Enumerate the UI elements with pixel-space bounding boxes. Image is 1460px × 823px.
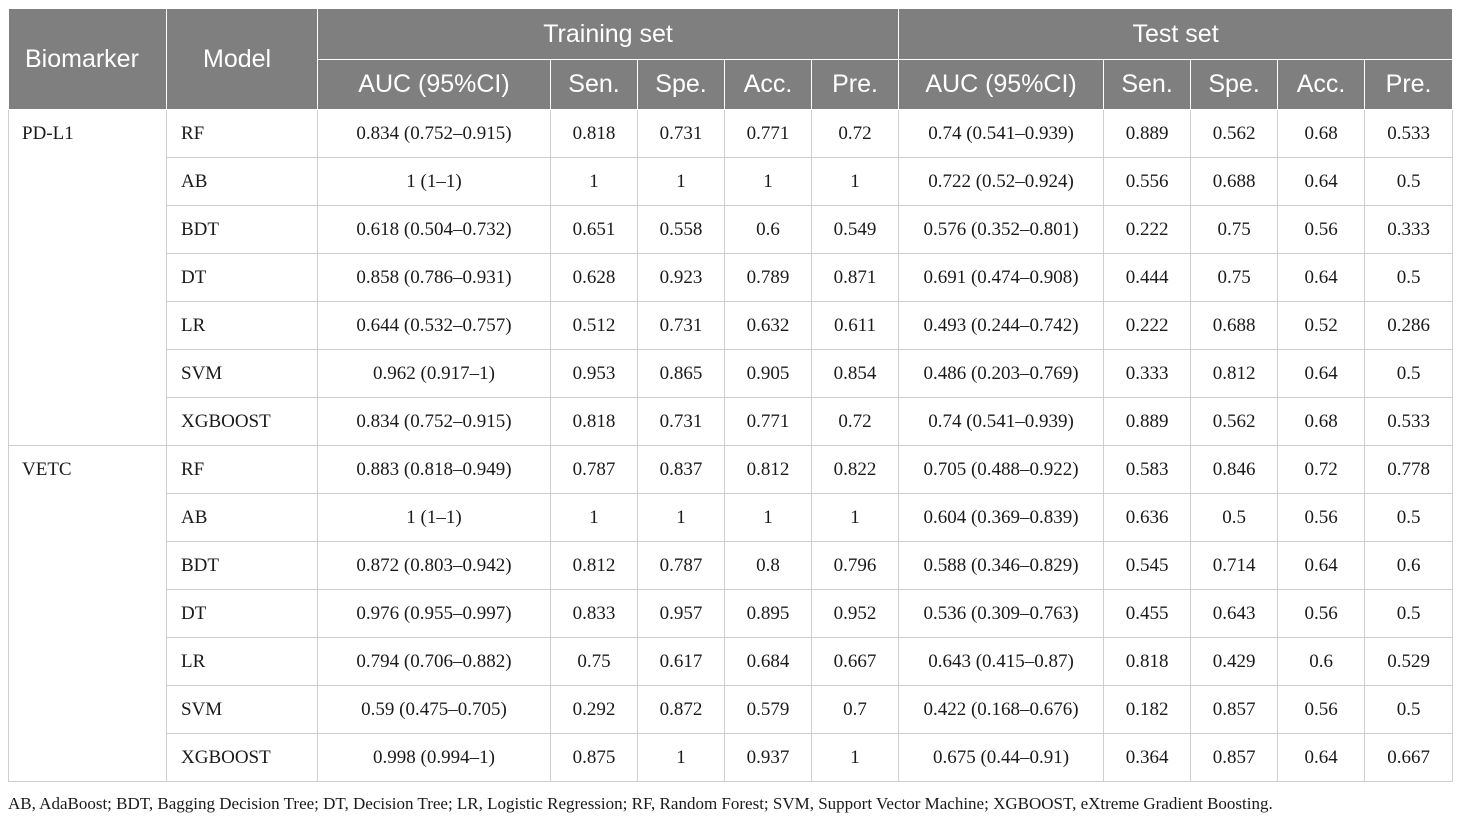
header-test-spe: Spe.: [1191, 60, 1278, 110]
header-train-pre: Pre.: [812, 60, 899, 110]
table-header: [9, 9, 1453, 110]
test-acc-cell: 0.68: [1278, 110, 1365, 158]
train-pre-cell: 0.72: [812, 398, 899, 446]
table-row: [9, 398, 1453, 446]
test-auc-cell: 0.536 (0.309–0.763): [899, 590, 1104, 638]
test-auc-cell: 0.74 (0.541–0.939): [899, 110, 1104, 158]
header-biomarker: Biomarker: [9, 9, 167, 110]
test-sen-cell: 0.444: [1104, 254, 1191, 302]
test-acc-cell: 0.6: [1278, 638, 1365, 686]
test-auc-cell: 0.74 (0.541–0.939): [899, 398, 1104, 446]
test-spe-cell: 0.688: [1191, 302, 1278, 350]
header-train-acc: Acc.: [725, 60, 812, 110]
train-spe-cell: 0.957: [638, 590, 725, 638]
train-pre-cell: 0.7: [812, 686, 899, 734]
test-auc-cell: 0.675 (0.44–0.91): [899, 734, 1104, 782]
train-sen-cell: 0.651: [551, 206, 638, 254]
header-test-sen: Sen.: [1104, 60, 1191, 110]
model-cell: BDT: [167, 542, 318, 590]
train-acc-cell: 0.789: [725, 254, 812, 302]
test-auc-cell: 0.604 (0.369–0.839): [899, 494, 1104, 542]
test-pre-cell: 0.5: [1365, 686, 1453, 734]
train-auc-cell: 0.644 (0.532–0.757): [318, 302, 551, 350]
train-pre-cell: 0.611: [812, 302, 899, 350]
test-spe-cell: 0.5: [1191, 494, 1278, 542]
train-sen-cell: 0.875: [551, 734, 638, 782]
train-acc-cell: 0.684: [725, 638, 812, 686]
train-sen-cell: 0.512: [551, 302, 638, 350]
test-spe-cell: 0.846: [1191, 446, 1278, 494]
train-auc-cell: 0.998 (0.994–1): [318, 734, 551, 782]
train-sen-cell: 0.628: [551, 254, 638, 302]
test-sen-cell: 0.556: [1104, 158, 1191, 206]
train-pre-cell: 0.952: [812, 590, 899, 638]
biomarker-cell: PD-L1: [9, 110, 167, 446]
train-auc-cell: 0.872 (0.803–0.942): [318, 542, 551, 590]
model-cell: AB: [167, 158, 318, 206]
train-pre-cell: 0.549: [812, 206, 899, 254]
test-sen-cell: 0.222: [1104, 206, 1191, 254]
test-auc-cell: 0.691 (0.474–0.908): [899, 254, 1104, 302]
test-spe-cell: 0.562: [1191, 110, 1278, 158]
test-pre-cell: 0.533: [1365, 110, 1453, 158]
test-auc-cell: 0.705 (0.488–0.922): [899, 446, 1104, 494]
train-sen-cell: 0.833: [551, 590, 638, 638]
test-pre-cell: 0.5: [1365, 350, 1453, 398]
train-spe-cell: 0.865: [638, 350, 725, 398]
test-sen-cell: 0.455: [1104, 590, 1191, 638]
test-sen-cell: 0.636: [1104, 494, 1191, 542]
test-sen-cell: 0.333: [1104, 350, 1191, 398]
train-acc-cell: 0.8: [725, 542, 812, 590]
table-footnote: AB, AdaBoost; BDT, Bagging Decision Tree; DT, Decision Tree; LR, Logistic Regression; RF, Random Forest; SVM, Support Vector Machine; XGBOOST, eXtreme Gradient Boosting.: [8, 794, 1273, 813]
test-pre-cell: 0.5: [1365, 494, 1453, 542]
header-test-set: Test set: [899, 9, 1453, 60]
train-auc-cell: 1 (1–1): [318, 494, 551, 542]
train-spe-cell: 0.617: [638, 638, 725, 686]
table-row: [9, 734, 1453, 782]
test-acc-cell: 0.56: [1278, 686, 1365, 734]
test-pre-cell: 0.333: [1365, 206, 1453, 254]
train-acc-cell: 0.579: [725, 686, 812, 734]
train-sen-cell: 0.953: [551, 350, 638, 398]
model-cell: RF: [167, 110, 318, 158]
train-pre-cell: 0.871: [812, 254, 899, 302]
test-sen-cell: 0.545: [1104, 542, 1191, 590]
table-row: [9, 542, 1453, 590]
model-cell: XGBOOST: [167, 734, 318, 782]
model-cell: XGBOOST: [167, 398, 318, 446]
test-auc-cell: 0.576 (0.352–0.801): [899, 206, 1104, 254]
biomarker-cell: VETC: [9, 446, 167, 782]
train-acc-cell: 0.905: [725, 350, 812, 398]
test-spe-cell: 0.643: [1191, 590, 1278, 638]
test-auc-cell: 0.493 (0.244–0.742): [899, 302, 1104, 350]
train-sen-cell: 0.292: [551, 686, 638, 734]
train-acc-cell: 0.771: [725, 398, 812, 446]
test-acc-cell: 0.72: [1278, 446, 1365, 494]
header-test-auc: AUC (95%CI): [899, 60, 1104, 110]
header-test-acc: Acc.: [1278, 60, 1365, 110]
test-sen-cell: 0.182: [1104, 686, 1191, 734]
model-cell: BDT: [167, 206, 318, 254]
header-training-set: Training set: [318, 9, 899, 60]
test-sen-cell: 0.889: [1104, 110, 1191, 158]
table-row: [9, 302, 1453, 350]
test-spe-cell: 0.429: [1191, 638, 1278, 686]
train-auc-cell: 0.976 (0.955–0.997): [318, 590, 551, 638]
test-sen-cell: 0.583: [1104, 446, 1191, 494]
train-sen-cell: 0.787: [551, 446, 638, 494]
table-row: [9, 446, 1453, 494]
test-acc-cell: 0.64: [1278, 542, 1365, 590]
train-sen-cell: 0.812: [551, 542, 638, 590]
table-row: [9, 254, 1453, 302]
model-cell: DT: [167, 254, 318, 302]
train-spe-cell: 1: [638, 734, 725, 782]
train-pre-cell: 1: [812, 734, 899, 782]
train-spe-cell: 0.787: [638, 542, 725, 590]
train-sen-cell: 0.818: [551, 398, 638, 446]
train-acc-cell: 0.895: [725, 590, 812, 638]
test-pre-cell: 0.5: [1365, 158, 1453, 206]
train-auc-cell: 0.834 (0.752–0.915): [318, 110, 551, 158]
train-auc-cell: 0.794 (0.706–0.882): [318, 638, 551, 686]
train-acc-cell: 0.632: [725, 302, 812, 350]
test-pre-cell: 0.533: [1365, 398, 1453, 446]
test-auc-cell: 0.643 (0.415–0.87): [899, 638, 1104, 686]
test-spe-cell: 0.857: [1191, 686, 1278, 734]
test-acc-cell: 0.68: [1278, 398, 1365, 446]
model-cell: LR: [167, 638, 318, 686]
train-spe-cell: 0.872: [638, 686, 725, 734]
test-acc-cell: 0.56: [1278, 590, 1365, 638]
train-acc-cell: 0.771: [725, 110, 812, 158]
train-spe-cell: 0.731: [638, 110, 725, 158]
table-row: [9, 590, 1453, 638]
test-pre-cell: 0.778: [1365, 446, 1453, 494]
header-test-pre: Pre.: [1365, 60, 1453, 110]
test-sen-cell: 0.818: [1104, 638, 1191, 686]
test-spe-cell: 0.75: [1191, 254, 1278, 302]
train-sen-cell: 1: [551, 494, 638, 542]
train-pre-cell: 0.667: [812, 638, 899, 686]
test-sen-cell: 0.222: [1104, 302, 1191, 350]
test-auc-cell: 0.722 (0.52–0.924): [899, 158, 1104, 206]
train-pre-cell: 0.72: [812, 110, 899, 158]
test-pre-cell: 0.5: [1365, 254, 1453, 302]
train-spe-cell: 0.923: [638, 254, 725, 302]
table-row: [9, 686, 1453, 734]
train-sen-cell: 0.75: [551, 638, 638, 686]
train-pre-cell: 0.796: [812, 542, 899, 590]
test-acc-cell: 0.56: [1278, 206, 1365, 254]
train-auc-cell: 0.962 (0.917–1): [318, 350, 551, 398]
model-cell: SVM: [167, 686, 318, 734]
test-sen-cell: 0.889: [1104, 398, 1191, 446]
train-acc-cell: 0.6: [725, 206, 812, 254]
model-cell: DT: [167, 590, 318, 638]
train-pre-cell: 1: [812, 494, 899, 542]
train-acc-cell: 0.937: [725, 734, 812, 782]
train-auc-cell: 0.834 (0.752–0.915): [318, 398, 551, 446]
train-spe-cell: 0.731: [638, 302, 725, 350]
train-acc-cell: 1: [725, 494, 812, 542]
test-acc-cell: 0.52: [1278, 302, 1365, 350]
table-row: [9, 494, 1453, 542]
test-spe-cell: 0.857: [1191, 734, 1278, 782]
test-spe-cell: 0.75: [1191, 206, 1278, 254]
test-acc-cell: 0.64: [1278, 254, 1365, 302]
model-cell: LR: [167, 302, 318, 350]
test-spe-cell: 0.812: [1191, 350, 1278, 398]
train-sen-cell: 0.818: [551, 110, 638, 158]
test-auc-cell: 0.588 (0.346–0.829): [899, 542, 1104, 590]
train-auc-cell: 0.618 (0.504–0.732): [318, 206, 551, 254]
test-spe-cell: 0.688: [1191, 158, 1278, 206]
test-pre-cell: 0.667: [1365, 734, 1453, 782]
model-cell: RF: [167, 446, 318, 494]
results-table: [8, 8, 1453, 782]
train-pre-cell: 0.854: [812, 350, 899, 398]
model-cell: SVM: [167, 350, 318, 398]
train-pre-cell: 1: [812, 158, 899, 206]
test-acc-cell: 0.64: [1278, 734, 1365, 782]
header-train-spe: Spe.: [638, 60, 725, 110]
test-spe-cell: 0.714: [1191, 542, 1278, 590]
header-train-auc: AUC (95%CI): [318, 60, 551, 110]
test-acc-cell: 0.64: [1278, 158, 1365, 206]
table-row: [9, 206, 1453, 254]
train-spe-cell: 0.558: [638, 206, 725, 254]
train-pre-cell: 0.822: [812, 446, 899, 494]
table-row: [9, 110, 1453, 158]
test-pre-cell: 0.286: [1365, 302, 1453, 350]
test-pre-cell: 0.6: [1365, 542, 1453, 590]
train-acc-cell: 0.812: [725, 446, 812, 494]
test-sen-cell: 0.364: [1104, 734, 1191, 782]
train-auc-cell: 0.858 (0.786–0.931): [318, 254, 551, 302]
table-row: [9, 158, 1453, 206]
table-body: [9, 110, 1453, 782]
train-spe-cell: 0.731: [638, 398, 725, 446]
train-acc-cell: 1: [725, 158, 812, 206]
model-cell: AB: [167, 494, 318, 542]
train-sen-cell: 1: [551, 158, 638, 206]
test-spe-cell: 0.562: [1191, 398, 1278, 446]
header-model: Model: [167, 9, 318, 110]
train-auc-cell: 0.59 (0.475–0.705): [318, 686, 551, 734]
test-acc-cell: 0.56: [1278, 494, 1365, 542]
train-spe-cell: 1: [638, 494, 725, 542]
test-pre-cell: 0.529: [1365, 638, 1453, 686]
train-auc-cell: 0.883 (0.818–0.949): [318, 446, 551, 494]
test-auc-cell: 0.486 (0.203–0.769): [899, 350, 1104, 398]
train-spe-cell: 0.837: [638, 446, 725, 494]
train-auc-cell: 1 (1–1): [318, 158, 551, 206]
train-spe-cell: 1: [638, 158, 725, 206]
header-train-sen: Sen.: [551, 60, 638, 110]
table-row: [9, 350, 1453, 398]
test-auc-cell: 0.422 (0.168–0.676): [899, 686, 1104, 734]
table-row: [9, 638, 1453, 686]
test-acc-cell: 0.64: [1278, 350, 1365, 398]
test-pre-cell: 0.5: [1365, 590, 1453, 638]
